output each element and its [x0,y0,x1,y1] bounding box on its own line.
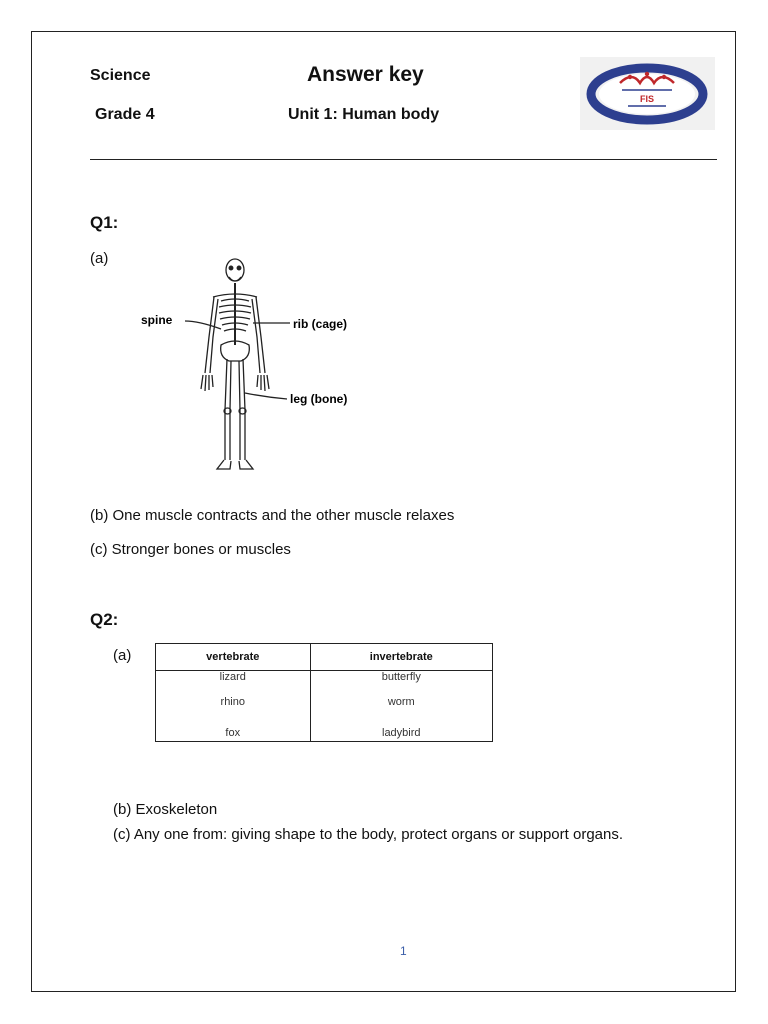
q1-heading: Q1: [90,213,119,232]
label-spine: spine [141,313,173,327]
table-cell: lizard [219,671,246,683]
animal-classification-table [155,643,493,742]
page-number: 1 [400,944,407,958]
header-divider [90,159,717,160]
table-cell: ladybird [310,717,492,742]
page-title: Answer key [307,63,424,86]
q1-part-a-label: (a) [90,250,109,267]
q2-heading: Q2: [90,610,119,629]
unit-label: Unit 1: Human body [288,106,440,123]
skeleton-illustration [135,255,375,480]
table-row [156,687,493,717]
skeleton-diagram [135,255,375,480]
table-cell: worm [310,687,492,717]
grade-label: Grade 4 [95,106,155,123]
q2-part-b-answer: (b) Exoskeleton [113,801,218,818]
label-rib-cage: rib (cage) [293,317,348,331]
table-header-vertebrate: vertebrate [156,644,311,671]
q1-part-c-answer: (c) Stronger bones or muscles [90,541,291,558]
table-cell: butterfly [310,671,492,688]
table-row [156,671,493,688]
table-cell: fox [225,727,241,739]
logo-text: FIS [639,94,655,104]
q2-part-a-label: (a) [113,647,132,664]
label-leg-bone: leg (bone) [290,392,348,406]
table-header-invertebrate: invertebrate [310,644,492,671]
q1-part-b-answer: (b) One muscle contracts and the other muscle relaxes [90,507,455,524]
q2-part-c-answer: (c) Any one from: giving shape to the body, protect organs or support organs. [113,826,624,843]
table-cell: rhino [220,696,245,708]
table-row [156,717,493,742]
subject-label: Science [90,67,151,84]
school-logo [580,57,715,130]
